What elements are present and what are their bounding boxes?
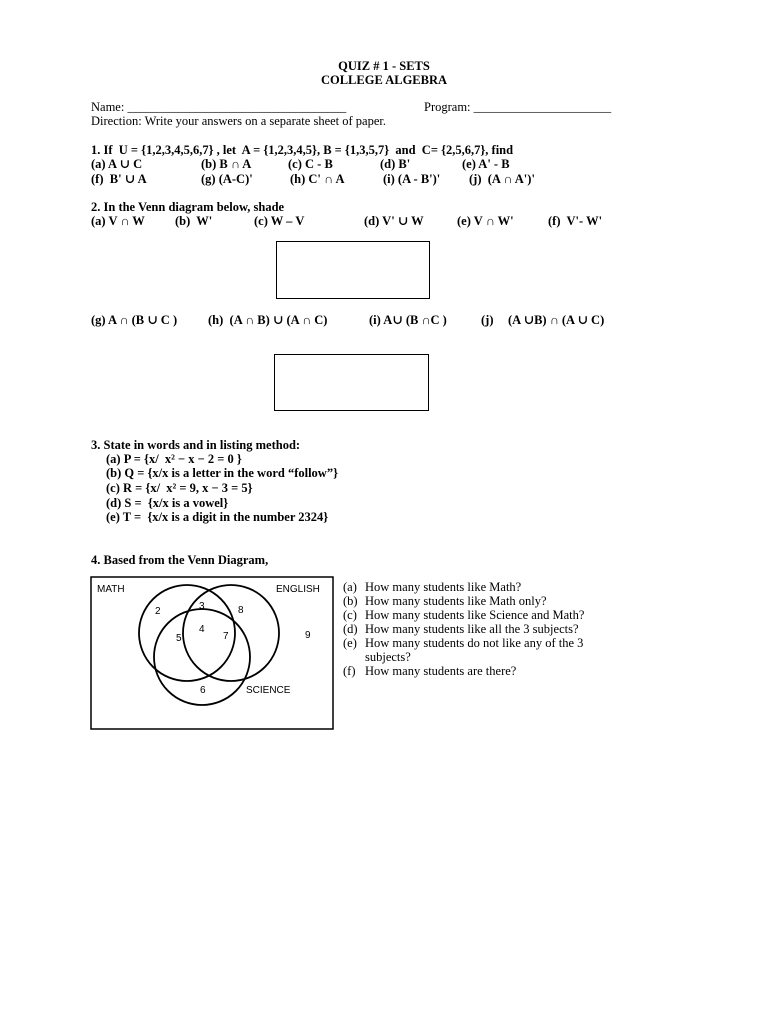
q1-prompt: 1. If U = {1,2,3,4,5,6,7} , let A = {1,2,3,4,5}, B = {1,3,5,7} and C= {2,5,6,7}, find	[91, 143, 514, 157]
math-label: MATH	[97, 584, 125, 595]
q2-item: (a) V ∩ W	[91, 214, 145, 228]
q4-question-label: (b)	[343, 594, 358, 608]
math-circle	[139, 585, 235, 681]
q4-question-label: (d)	[343, 622, 358, 636]
q4-question-label: (a)	[343, 580, 357, 594]
science-label: SCIENCE	[246, 685, 291, 696]
q3-item: (e) T = {x/x is a digit in the number 2324}	[106, 510, 329, 524]
q4-question	[343, 622, 579, 636]
name-blank: ___________________________________	[127, 100, 347, 114]
q4-question	[343, 580, 521, 594]
q2-item: (g) A ∩ (B ∪ C )	[91, 313, 178, 327]
region-math-english: 3	[199, 601, 205, 612]
q2-item: (i) A∪ (B ∩C )	[369, 313, 447, 327]
q4-question-text: How many students like all the 3 subjects?	[365, 622, 579, 636]
q4-question	[343, 650, 411, 664]
q2-item: (c) W – V	[254, 214, 305, 228]
q4-question-label: (e)	[343, 636, 357, 650]
program-label: Program:	[424, 100, 471, 114]
q1-item: (a) A ∪ C	[91, 157, 143, 171]
venn-drawing-box-2[interactable]	[274, 354, 429, 411]
q4-question-label: (f)	[343, 664, 356, 678]
q1-item: (b) B ∩ A	[201, 157, 252, 171]
name-label: Name:	[91, 100, 125, 114]
english-circle	[183, 585, 279, 681]
q2-item: (b) W'	[175, 214, 213, 228]
region-english-science: 7	[223, 631, 229, 642]
course-subtitle: COLLEGE ALGEBRA	[320, 73, 448, 87]
q4-question	[343, 608, 584, 622]
q1-item: (e) A' - B	[462, 157, 510, 171]
universal-set-rect	[91, 577, 333, 729]
program-row	[424, 100, 611, 114]
q1-item: (i) (A - B')'	[383, 172, 441, 186]
q2-item: (A ∪B) ∩ (A ∪ C)	[508, 313, 605, 327]
q4-question-text: How many students are there?	[365, 664, 517, 678]
q1-item: (c) C - B	[288, 157, 333, 171]
q1-item: (g) (A-C)'	[201, 172, 253, 186]
q4-question-text: How many students like Science and Math?	[365, 608, 585, 622]
q2-item: (e) V ∩ W'	[457, 214, 514, 228]
q2-item: (h) (A ∩ B) ∪ (A ∩ C)	[208, 313, 328, 327]
q2-item: (d) V' ∪ W	[364, 214, 424, 228]
q4-prompt: 4. Based from the Venn Diagram,	[91, 553, 269, 567]
q3-item: (d) S = {x/x is a vowel}	[106, 496, 229, 510]
q4-question-text: How many students like Math only?	[365, 594, 547, 608]
q3-item: (b) Q = {x/x is a letter in the word “follow”}	[106, 466, 339, 480]
direction-text: Direction: Write your answers on a separate sheet of paper.	[91, 114, 386, 128]
q2-item: (f) V'- W'	[548, 214, 603, 228]
q3-prompt: 3. State in words and in listing method:	[91, 438, 301, 452]
region-math-science: 5	[176, 633, 182, 644]
q4-question-text: subjects?	[365, 650, 411, 664]
region-science-only: 6	[200, 685, 206, 696]
q2-item: (j)	[481, 313, 494, 327]
region-english-only: 8	[238, 605, 244, 616]
name-row	[91, 100, 346, 114]
q3-item: (c) R = {x/ x² = 9, x − 3 = 5}	[106, 481, 253, 495]
q4-question-text: How many students do not like any of the 3	[365, 636, 584, 650]
english-label: ENGLISH	[276, 584, 320, 595]
q4-question-text: How many students like Math?	[365, 580, 522, 594]
region-none: 9	[305, 630, 311, 641]
venn-drawing-box-1[interactable]	[276, 241, 430, 299]
program-blank: ______________________	[473, 100, 612, 114]
q4-question	[343, 636, 583, 650]
q1-item: (j) (A ∩ A')'	[469, 172, 535, 186]
q4-question-label: (c)	[343, 608, 357, 622]
q1-item: (f) B' ∪ A	[91, 172, 147, 186]
region-all-three: 4	[199, 624, 205, 635]
q2-prompt: 2. In the Venn diagram below, shade	[91, 200, 285, 214]
quiz-title: QUIZ # 1 - SETS	[338, 59, 430, 73]
q4-question	[343, 594, 547, 608]
q4-question	[343, 664, 516, 678]
region-math-only: 2	[155, 606, 161, 617]
q1-item: (d) B'	[380, 157, 411, 171]
q3-item: (a) P = {x/ x² − x − 2 = 0 }	[106, 452, 242, 466]
q1-item: (h) C' ∩ A	[290, 172, 345, 186]
venn-diagram	[90, 576, 334, 730]
